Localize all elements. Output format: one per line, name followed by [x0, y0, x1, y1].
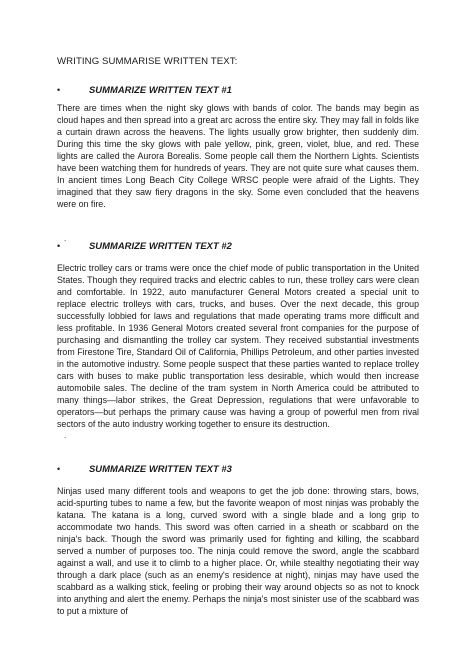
section-1-paragraph: There are times when the night sky glows with bands of color. The bands may begin as cloud hapes and then spread into a great arc across the entire sky. They may fall in folds like a curtain drawn across the heavens. The lights usually grow brighter, then suddenly dim. During this time the sky glows with pale yellow, pink, green, violet, blue, and red. These lights are called the Aurora Borealis. Some people call them the Northern Lights. Scientists have been watching them for hundreds of years. They are not quite sure what causes them. In ancient times Long Beach City College WRSC people were afraid of the Lights. They imagined that they saw fiery dragons in the sky. Some even concluded that the heavens were on fire. [57, 103, 419, 209]
bullet-icon: • [57, 85, 61, 95]
separator-dot: . [64, 234, 67, 243]
section-3-heading [57, 463, 232, 477]
document-title: WRITING SUMMARISE WRITTEN TEXT: [57, 56, 238, 67]
separator-dot: . [64, 431, 67, 440]
bullet-icon: • [57, 464, 61, 474]
section-2-heading [57, 240, 232, 254]
section-heading-text: SUMMARIZE WRITTEN TEXT #1 [89, 84, 232, 95]
section-3-paragraph: Ninjas used many different tools and weapons to get the job done: throwing stars, bows, acid-spurting tubes to name a few, but the favorite weapon of most ninjas was probably the katana. The katana is a long, curved sword with a single blade and a long grip to accommodate two hands. This sword was often carried in a sheath or scabbard on the ninja's back. Though the sword was primarily used for fighting and killing, the scabbard served a number of purposes too. The ninja could remove the sword, angle the scabbard against a wall, and use it to climb to a higher place. Or, while stealthy negotiating their way through a dark place (such as an enemy's residence at night), ninjas may have used the scabbard as a walking stick, feeling or probing their way around objects so as not to knock into anything and alert the enemy. Perhaps the ninja's most sinister use of the scabbard was to put a mixture of [57, 486, 419, 616]
section-heading-text: SUMMARIZE WRITTEN TEXT #3 [89, 463, 232, 474]
section-heading-text: SUMMARIZE WRITTEN TEXT #2 [89, 240, 232, 251]
section-2-paragraph: Electric trolley cars or trams were once the chief mode of public transportation in the United States. Though they required tracks and electric cables to run, these trolley cars were clean and comfortable. In 1922, auto manufacturer General Motors created a special unit to replace electric trolleys with cars, trucks, and buses. Over the next decade, this group successfully lobbied for laws and regulations that made operating trams more difficult and less profitable. In 1936 General Motors created several front companies for the purpose of purchasing and dismantling the trolley car system. They received substantial investments from Firestone Tire, Standard Oil of California, Phillips Petroleum, and other parties invested in the automotive industry. Some people suspect that these parties wanted to replace trolley cars with buses to make public transportation less desirable, which would then increase automobile sales. The decline of the tram system in North America could be attributed to many things—labor strikes, the Great Depression, regulations that were unfavorable to operators—but perhaps the primary cause was having a group of powerful men from rival sectors of the auto industry working together to ensure its destruction. [57, 263, 419, 429]
section-1-heading [57, 84, 232, 98]
bullet-icon: • [57, 241, 61, 251]
